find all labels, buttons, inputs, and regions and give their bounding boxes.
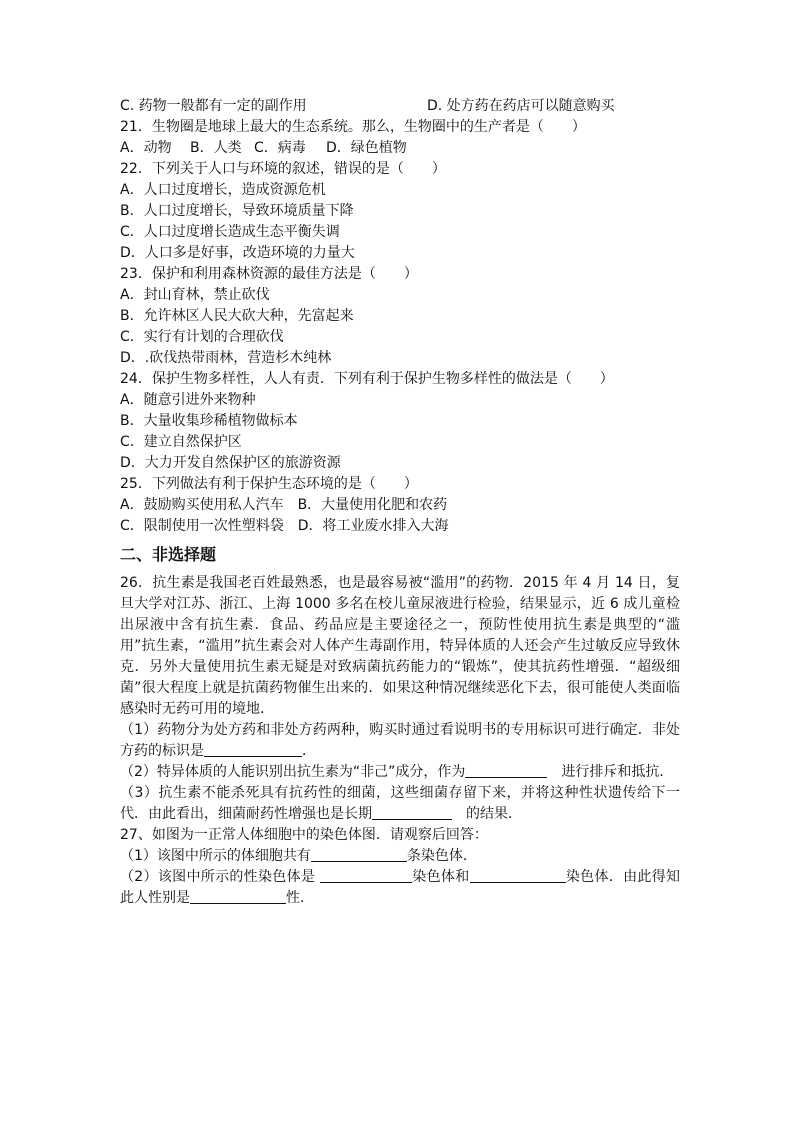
q27-stem: 27、如图为一正常人体细胞中的染色体图．请观察后回答： [120,827,488,843]
q20-option-d: D. 处方药在药店可以随意购买 [427,98,615,114]
q27-part2-mid2: 染色体．由此得知此人性别是 [120,869,681,906]
q24-option-a: A．随意引进外来物种 [120,392,256,408]
q27-part2-answer-blank-1[interactable] [320,868,412,883]
q24-option-b: B．大量收集珍稀植物做标本 [120,413,298,429]
q27-part2-answer-blank-3[interactable] [190,889,286,904]
q26-part1-end: ． [302,743,316,759]
q27-part1 [120,846,680,867]
q21-options [120,138,680,159]
q27-part1-answer-blank[interactable] [311,847,407,862]
q21-stem: 21．生物圈是地球上最大的生态系统。那么，生物圈中的生产者是（ ） [120,119,586,135]
q21-option-a: A．动物 [120,140,172,156]
q24-option-c: C．建立自然保护区 [120,434,242,450]
q22-stem: 22．下列关于人口与环境的叙述，错误的是（ ） [120,161,446,177]
q21-option-b: B．人类 [190,140,242,156]
q27-part2-mid: 染色体和 [412,869,470,885]
q25-options-ab: A．鼓励购买使用私人汽车 B．大量使用化肥和农药 [120,497,448,513]
q26-passage: 26．抗生素是我国老百姓最熟悉，也是最容易被“滥用”的药物．2015 年 4 月 14 日，复旦大学对江苏、浙江、上海 1000 多名在校儿童尿液进行检验，结果显示，近 6 成儿童检出尿液中含有抗生素．食品、药品应是主要途径之一，预防性使用抗生素是典型的“滥用”抗生素，“滥用”抗生素会对人体产生毒副作用，特异体质的人还会产生过敏反应导致休克．另外大量使用抗生素无疑是对致病菌抗药能力的“锻炼”，使其抗药性增强．“超级细菌”很大程度上就是抗菌药物催生出来的．如果这种情况继续恶化下去，很可能使人类面临感染时无药可用的境地． [120,575,680,717]
q27-part2-answer-blank-2[interactable] [470,868,566,883]
q27-part1-text: （1）该图中所示的体细胞共有 [120,848,311,864]
q22-option-a: A．人口过度增长，造成资源危机 [120,182,326,198]
q21-option-c: C．病毒 [254,140,306,156]
q21-option-d: D．绿色植物 [326,140,407,156]
q22-option-c: C．人口过度增长造成生态平衡失调 [120,224,340,240]
q22-option-b: B．人口过度增长，导致环境质量下降 [120,203,354,219]
q25-stem: 25．下列做法有利于保护生态环境的是（ ） [120,476,418,492]
q26-part3-answer-blank[interactable] [372,805,452,820]
q24-option-d: D．大力开发自然保护区的旅游资源 [120,455,341,471]
q26-part1-answer-blank[interactable] [204,742,302,757]
q26-part2-end: 进行排斥和抵抗． [547,764,674,780]
q27-part2-text: （2）该图中所示的性染色体是 [120,869,320,885]
q26-part3 [120,783,680,825]
q26-part3-text: （3）抗生素不能杀死具有抗药性的细菌，这些细菌存留下来，并将这种性状遗传给下一代．由此看出，细菌耐药性增强也是长期 [120,785,680,822]
section-heading-non-choice: 二、非选择题 [120,545,217,564]
q26-part2-answer-blank[interactable] [465,763,547,778]
q24-stem: 24．保护生物多样性，人人有责．下列有利于保护生物多样性的做法是（ ） [120,371,614,387]
q23-option-c: C．实行有计划的合理砍伐 [120,329,284,345]
q26-part2 [120,762,680,783]
q26-part2-text: （2）特异体质的人能识别出抗生素为“非己”成分，作为 [120,764,466,780]
q25-options-cd: C．限制使用一次性塑料袋 D．将工业废水排入大海 [120,518,449,534]
exam-page [120,96,680,909]
q23-option-a: A．封山育林，禁止砍伐 [120,287,270,303]
q23-option-d: D．.砍伐热带雨林，营造杉木纯林 [120,350,332,366]
q27-part2-end: 性． [286,890,314,906]
q27-part1-end: 条染色体． [406,848,477,864]
q23-stem: 23．保护和利用森林资源的最佳方法是（ ） [120,266,418,282]
q27-part2 [120,867,680,909]
q26-part3-end: 的结果． [452,806,522,822]
q26-part1-text: （1）药物分为处方药和非处方药两种，购买时通过看说明书的专用标识可进行确定．非处方药的标识是 [120,722,680,759]
q26-part1 [120,720,680,762]
q20-option-c: C. 药物一般都有一定的副作用 [120,98,307,114]
q20-options-cd [120,96,680,117]
q23-option-b: B．允许林区人民大砍大种，先富起来 [120,308,354,324]
q22-option-d: D．人口多是好事，改造环境的力量大 [120,245,355,261]
